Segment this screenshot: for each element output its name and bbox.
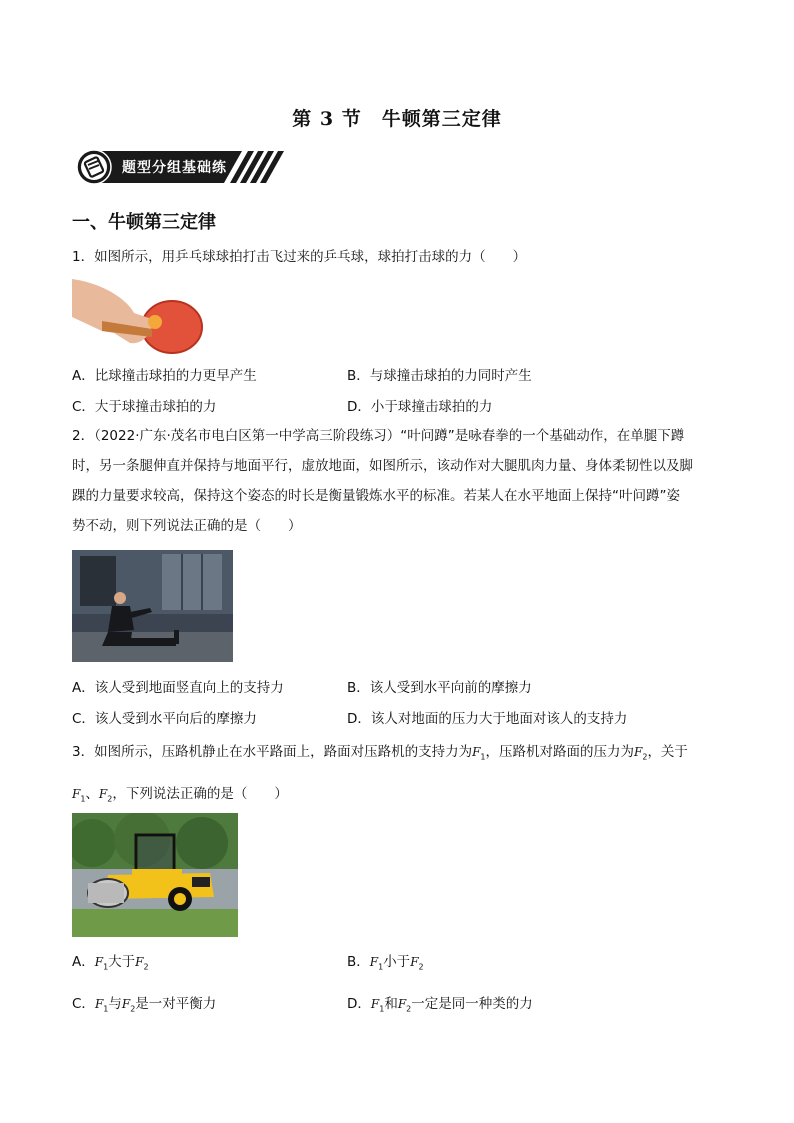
question-2-line-2: 时，另一条腿伸直并保持与地面平行，虚放地面，如图所示，该动作对大腿肌肉力量、身体柔韧性以及脚 [72, 458, 693, 474]
road-roller-image [72, 813, 238, 937]
section-banner [74, 149, 284, 185]
q2-option-d[interactable]: D．该人对地面的压力大于地面对该人的支持力 [347, 711, 628, 727]
q3-option-b[interactable]: B．$F_1$小于$F_2$ [347, 954, 424, 972]
q2-option-c[interactable]: C．该人受到水平向后的摩擦力 [72, 711, 257, 727]
q1-option-d[interactable]: D．小于球撞击球拍的力 [347, 399, 493, 415]
section-heading: 一、牛顿第三定律 [72, 212, 216, 233]
question-2-line-1: 2．（2022·广东·茂名市电白区第一中学高三阶段练习）“叶问蹲”是咏春拳的一个基础动作，在单腿下蹲 [72, 428, 685, 444]
banner-label: 题型分组基础练 [122, 160, 227, 176]
question-3-line-1: 3．如图所示，压路机静止在水平路面上，路面对压路机的支持力为$F_1$，压路机对路面的压力为$F_2$，关于 [72, 744, 688, 762]
ip-man-squat-image [72, 550, 233, 662]
q2-option-b[interactable]: B．该人受到水平向前的摩擦力 [347, 680, 532, 696]
q1-option-c[interactable]: C．大于球撞击球拍的力 [72, 399, 217, 415]
question-2-line-3: 踝的力量要求较高，保持这个姿态的时长是衡量锻炼水平的标准。若某人在水平地面上保持“叶问蹲”姿 [72, 488, 680, 504]
q3-option-a[interactable]: A．$F_1$大于$F_2$ [72, 954, 149, 972]
question-2-line-4: 势不动，则下列说法正确的是（ ） [72, 518, 302, 534]
q1-option-a[interactable]: A．比球撞击球拍的力更早产生 [72, 368, 257, 384]
q1-option-b[interactable]: B．与球撞击球拍的力同时产生 [347, 368, 532, 384]
q3-option-c[interactable]: C．$F_1$与$F_2$是一对平衡力 [72, 996, 217, 1014]
q3-option-d[interactable]: D．$F_1$和$F_2$一定是同一种类的力 [347, 996, 533, 1014]
page-title: 第 3 节 牛顿第三定律 [292, 108, 502, 130]
question-1-stem: 1．如图所示，用乒乓球球拍打击飞过来的乒乓球，球拍打击球的力（ ） [72, 249, 527, 265]
question-3-line-2: $F_1$、$F_2$，下列说法正确的是（ ） [72, 786, 288, 804]
ping-pong-image [72, 273, 204, 355]
q2-option-a[interactable]: A．该人受到地面竖直向上的支持力 [72, 680, 284, 696]
